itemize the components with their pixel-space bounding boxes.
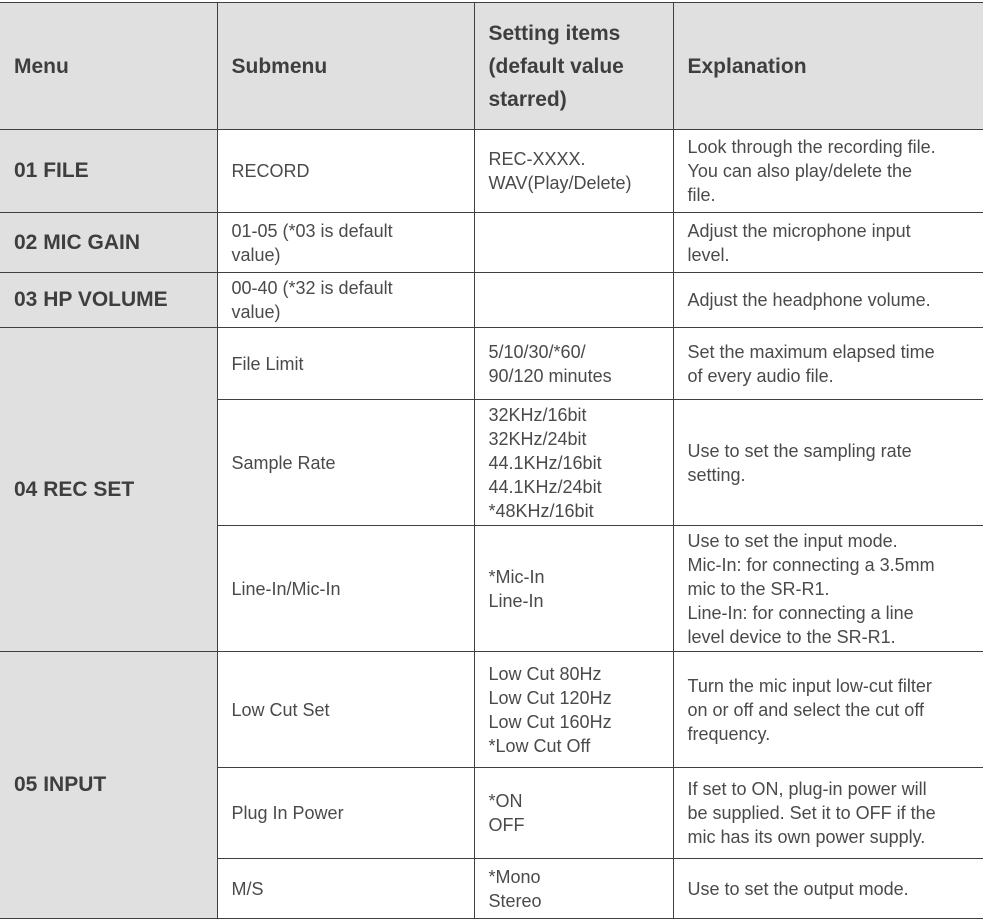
header-explanation: Explanation	[673, 3, 983, 130]
explanation: Look through the recording file. You can also play/delete the file.	[673, 130, 983, 213]
menu-settings-table	[0, 2, 983, 919]
setting-items: 5/10/30/*60/ 90/120 minutes	[474, 328, 673, 400]
table-row	[0, 130, 983, 213]
submenu-label: Sample Rate	[217, 400, 474, 526]
submenu-label: File Limit	[217, 328, 474, 400]
header-menu: Menu	[0, 3, 217, 130]
menu-label: 02 MIC GAIN	[0, 213, 217, 273]
menu-label: 01 FILE	[0, 130, 217, 213]
table-row	[0, 213, 983, 273]
table-row	[0, 328, 983, 400]
explanation: Use to set the sampling rate setting.	[673, 400, 983, 526]
explanation: Adjust the microphone input level.	[673, 213, 983, 273]
explanation: Use to set the input mode. Mic-In: for connecting a 3.5mm mic to the SR-R1. Line-In: for connecting a line level device to the SR-R1.	[673, 526, 983, 652]
setting-items: 32KHz/16bit 32KHz/24bit 44.1KHz/16bit 44.1KHz/24bit *48KHz/16bit	[474, 400, 673, 526]
explanation: Use to set the output mode.	[673, 859, 983, 919]
header-submenu: Submenu	[217, 3, 474, 130]
submenu-label: 00-40 (*32 is default value)	[217, 273, 474, 328]
submenu-label: M/S	[217, 859, 474, 919]
header-row	[0, 3, 983, 130]
menu-label: 04 REC SET	[0, 328, 217, 652]
submenu-label: Plug In Power	[217, 768, 474, 859]
setting-items	[474, 273, 673, 328]
submenu-label: Line-In/Mic-In	[217, 526, 474, 652]
setting-items: *ON OFF	[474, 768, 673, 859]
setting-items	[474, 213, 673, 273]
setting-items: REC-XXXX. WAV(Play/Delete)	[474, 130, 673, 213]
table-row	[0, 273, 983, 328]
header-setting-items: Setting items (default value starred)	[474, 3, 673, 130]
setting-items: *Mono Stereo	[474, 859, 673, 919]
setting-items: Low Cut 80Hz Low Cut 120Hz Low Cut 160Hz *Low Cut Off	[474, 652, 673, 768]
submenu-label: Low Cut Set	[217, 652, 474, 768]
explanation: If set to ON, plug-in power will be supplied. Set it to OFF if the mic has its own power supply.	[673, 768, 983, 859]
setting-items: *Mic-In Line-In	[474, 526, 673, 652]
explanation: Adjust the headphone volume.	[673, 273, 983, 328]
submenu-label: 01-05 (*03 is default value)	[217, 213, 474, 273]
menu-label: 05 INPUT	[0, 652, 217, 919]
explanation: Turn the mic input low-cut filter on or off and select the cut off frequency.	[673, 652, 983, 768]
table-row	[0, 652, 983, 768]
explanation: Set the maximum elapsed time of every audio file.	[673, 328, 983, 400]
menu-label: 03 HP VOLUME	[0, 273, 217, 328]
submenu-label: RECORD	[217, 130, 474, 213]
